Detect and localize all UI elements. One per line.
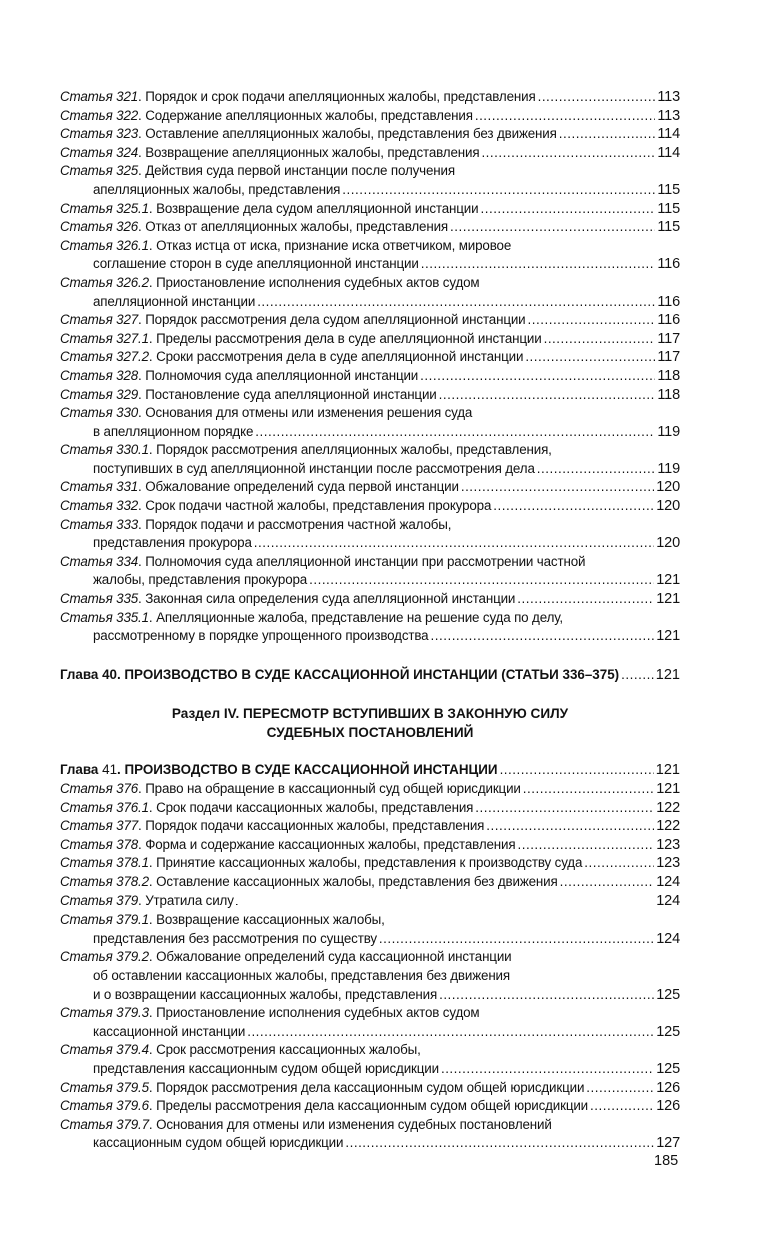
toc-entry — [60, 590, 680, 609]
article-title: апелляционной инстанции — [93, 293, 256, 309]
leader-dots — [481, 144, 655, 163]
article-number: Статья 378.1 — [60, 855, 149, 871]
article-number: Статья 378 — [60, 836, 139, 852]
leader-dots — [439, 386, 656, 405]
article-title: в апелляционном порядке — [93, 423, 254, 439]
article-title: Порядок рассмотрения дела судом апелляционной инстанции — [145, 312, 526, 328]
article-number: Статья 327 — [60, 312, 139, 328]
toc-entry-line: Статья 379 . Утратила силу . . . 124 — [60, 892, 680, 912]
leader-dots — [538, 88, 656, 107]
article-title: Форма и содержание кассационных жалобы, представления — [145, 836, 516, 852]
toc-entry-line: Статья 379.5 . Порядок рассмотрения дела кассационным судом общей юрисдикции . . . 126 — [60, 1079, 680, 1098]
leader-dots — [257, 293, 655, 312]
article-title: соглашение сторон в суде апелляционной инстанции — [93, 256, 419, 272]
article-number: Статья 334 — [60, 553, 139, 569]
toc-entry — [60, 553, 680, 590]
toc-entry — [60, 780, 680, 799]
toc-entry-line — [60, 255, 680, 274]
article-title: Полномочия суда апелляционной инстанции при рассмотрении частной — [145, 553, 586, 569]
toc-entry-line — [60, 1134, 680, 1153]
leader-dots — [584, 854, 654, 873]
page-ref: 124 — [656, 892, 680, 909]
article-title: представления прокурора — [93, 535, 252, 551]
toc-entry-line: Статья 379.6 . Пределы рассмотрения дела кассационным судом общей юрисдикции . . . 126 — [60, 1097, 680, 1116]
article-title: Право на обращение в кассационный суд общей юрисдикции — [145, 781, 521, 796]
article-title: Порядок рассмотрения дела кассационным судом общей юрисдикции — [156, 1079, 585, 1095]
page-ref: 117 — [657, 349, 680, 366]
article-number: Статья 377 — [60, 818, 139, 834]
article-number: Статья 376.1 — [60, 799, 149, 815]
leader-dots — [560, 873, 655, 892]
leader-dots — [544, 330, 656, 349]
toc-entry-line: Статья 324 . Возвращение апелляционных жалобы, представления . . . 114 — [60, 144, 680, 163]
leader-dots — [430, 627, 654, 646]
toc-entry-line — [60, 627, 680, 646]
chapter-41-number: 41 — [102, 762, 118, 778]
leader-dots — [493, 497, 654, 516]
toc-entry-line: Статья 321 . Порядок и срок подачи апелляционных жалобы, представления . . . 113 — [60, 88, 680, 107]
toc-entry — [60, 892, 680, 912]
toc-entry-line: Статья 335 . Законная сила определения суда апелляционной инстанции . . . 121 — [60, 590, 680, 609]
article-number: Статья 327.1 — [60, 330, 149, 346]
leader-dots — [379, 930, 654, 949]
article-number: Статья 330.1 — [60, 442, 149, 458]
page-ref: 126 — [656, 1098, 680, 1115]
article-title: Принятие кассационных жалобы, представления к производству суда — [156, 855, 583, 871]
page-ref: 119 — [657, 423, 680, 440]
toc-entry — [60, 799, 680, 818]
page-ref: 125 — [656, 986, 680, 1003]
toc-entry-line: Статья 327.2 . Сроки рассмотрения дела в суде апелляционной инстанции . . . 117 — [60, 348, 680, 367]
page-ref: 115 — [657, 219, 680, 236]
article-title: кассационной инстанции — [93, 1023, 246, 1039]
toc-entry — [60, 441, 680, 478]
leader-dots — [420, 367, 655, 386]
article-number: Статья 335 — [60, 591, 139, 607]
toc-entry — [60, 125, 680, 144]
article-number: Статья 378.2 — [60, 873, 149, 889]
leader-dots — [475, 107, 656, 126]
toc-entry-line: Статья 379.4 . Срок рассмотрения кассационных жалобы, — [60, 1041, 680, 1060]
page-number: 185 — [654, 1153, 679, 1169]
leader-dots — [486, 817, 654, 836]
article-title: Основания для отмены или изменения решения суда — [145, 405, 473, 421]
article-title: Возвращение кассационных жалобы, — [156, 912, 385, 928]
toc-entry-line: Статья 379.3 . Приостановление исполнения судебных актов судом — [60, 1004, 680, 1023]
leader-dots — [528, 311, 656, 330]
article-title: Отказ от апелляционных жалобы, представления — [145, 219, 449, 235]
page-ref: 115 — [657, 200, 680, 217]
leader-dots — [500, 761, 654, 780]
article-title: поступивших в суд апелляционной инстанции после рассмотрения дела — [93, 460, 535, 476]
article-title: Пределы рассмотрения дела в суде апелляционной инстанции — [156, 330, 542, 346]
toc-entry-line: Статья 334 . Полномочия суда апелляционной инстанции при рассмотрении частной — [60, 553, 680, 572]
toc-entry-line: Статья 378.2 . Оставление кассационных жалобы, представления без движения . . . 124 — [60, 873, 680, 892]
toc-entry-line: Статья 376 . Право на обращение в кассационный суд общей юрисдикции . . . 121 — [60, 780, 680, 799]
toc-entry-line: Статья 330.1 . Порядок рассмотрения апелляционных жалобы, представления, — [60, 441, 680, 460]
toc-entry-line: Статья 325.1 . Возвращение дела судом апелляционной инстанции . . . 115 — [60, 200, 680, 219]
toc-entry — [60, 854, 680, 873]
table-of-contents — [60, 88, 680, 1153]
article-number: Статья 329 — [60, 386, 139, 402]
leader-dots — [255, 423, 655, 442]
leader-dots — [525, 348, 655, 367]
article-title: Основания для отмены или изменения судебных постановлений — [156, 1116, 552, 1132]
leader-dots — [450, 218, 655, 237]
toc-entry-line — [60, 986, 680, 1005]
article-title: Обжалование определений суда кассационной инстанции — [156, 949, 512, 965]
page-ref: 122 — [656, 799, 680, 816]
page-ref: 116 — [657, 293, 680, 310]
toc-entry-line: Статья 329 . Постановление суда апелляционной инстанции . . . 118 — [60, 386, 680, 405]
toc-entry-line: Статья 377 . Порядок подачи кассационных жалобы, представления . . . 122 — [60, 817, 680, 836]
leader-dots — [475, 799, 654, 818]
page-ref: 125 — [656, 1060, 680, 1077]
page-ref: 118 — [657, 367, 680, 384]
toc-entry-line: Статья 378 . Форма и содержание кассационных жалобы, представления . . . 123 — [60, 836, 680, 855]
page-ref: 118 — [657, 386, 680, 403]
chapter-40-title: Глава 40. ПРОИЗВОДСТВО В СУДЕ КАССАЦИОННОЙ ИНСТАНЦИИ (СТАТЬИ 336–375) — [60, 666, 620, 682]
article-title: Возвращение апелляционных жалобы, представления — [145, 144, 480, 160]
article-title: Срок рассмотрения кассационных жалобы, — [156, 1042, 421, 1058]
article-number: Статья 379.4 — [60, 1042, 149, 1058]
toc-entry — [60, 1116, 680, 1153]
toc-entry — [60, 817, 680, 836]
toc-entry — [60, 218, 680, 237]
toc-entry — [60, 836, 680, 855]
article-number: Статья 324 — [60, 144, 139, 160]
page-ref: 121 — [656, 628, 680, 645]
page-ref: 116 — [657, 256, 680, 273]
article-number: Статья 325 — [60, 163, 139, 179]
article-title: Утратила силу — [145, 892, 234, 908]
toc-entry-line: Статья 326.2 . Приостановление исполнения судебных актов судом — [60, 274, 680, 293]
article-title: Порядок и срок подачи апелляционных жалобы, представления — [145, 89, 536, 104]
page-ref: 120 — [656, 535, 680, 552]
leader-dots — [236, 892, 654, 912]
article-number: Статья 327.2 — [60, 349, 149, 365]
leader-dots — [247, 1023, 654, 1042]
page-ref: 124 — [656, 873, 680, 890]
leader-dots — [480, 200, 655, 219]
leader-dots — [439, 986, 654, 1005]
page-ref: 113 — [657, 89, 680, 105]
leader-dots — [590, 1097, 654, 1116]
page-ref: 121 — [656, 572, 680, 589]
article-title: Порядок подачи кассационных жалобы, представления — [145, 818, 485, 834]
article-title: Приостановление исполнения судебных актов судом — [156, 1005, 480, 1021]
toc-entry-line: Статья 323 . Оставление апелляционных жалобы, представления без движения . . . 114 — [60, 125, 680, 144]
article-title: Апелляционные жалоба, представление на решение суда по делу, — [156, 609, 564, 625]
page-ref: 114 — [657, 144, 680, 161]
leader-dots — [517, 836, 654, 855]
toc-entry — [60, 386, 680, 405]
article-title: Действия суда первой инстанции после получения — [145, 163, 455, 179]
toc-entry — [60, 873, 680, 892]
page-ref: 115 — [657, 181, 680, 198]
section-4-heading — [60, 704, 680, 742]
toc-entry — [60, 609, 680, 646]
page-ref: 119 — [657, 460, 680, 477]
page-ref: 114 — [657, 126, 680, 143]
article-number: Статья 379 — [60, 892, 139, 908]
toc-entry-line — [60, 930, 680, 949]
toc-entry — [60, 497, 680, 516]
toc-entry-line — [60, 293, 680, 312]
toc-chapter-40 — [60, 666, 680, 685]
article-title: Сроки рассмотрения дела в суде апелляционной инстанции — [156, 349, 524, 365]
toc-entry-line: Статья 379.7 . Основания для отмены или изменения судебных постановлений — [60, 1116, 680, 1135]
leader-dots — [517, 590, 654, 609]
toc-entry-line: Статья 327 . Порядок рассмотрения дела судом апелляционной инстанции . . . 116 — [60, 311, 680, 330]
page-ref: 113 — [657, 107, 680, 124]
toc-entry-line — [60, 534, 680, 553]
toc-entry-line — [60, 460, 680, 479]
toc-entry-line — [60, 1060, 680, 1079]
article-title: Пределы рассмотрения дела кассационным судом общей юрисдикции — [156, 1098, 589, 1114]
toc-entry — [60, 1004, 680, 1041]
toc-entry — [60, 107, 680, 126]
article-number: Статья 322 — [60, 107, 139, 123]
leader-dots — [421, 255, 656, 274]
article-number: Статья 379.5 — [60, 1079, 149, 1095]
leader-dots — [441, 1060, 654, 1079]
article-title: рассмотренному в порядке упрощенного производства — [93, 628, 429, 644]
article-number: Статья 332 — [60, 498, 139, 514]
toc-entry-line: Статья 379.2 . Обжалование определений суда кассационной инстанции — [60, 948, 680, 967]
leader-dots — [537, 460, 656, 479]
toc-entry — [60, 200, 680, 219]
article-number: Статья 379.2 — [60, 949, 149, 965]
leader-dots — [523, 780, 655, 799]
page-ref: 117 — [657, 330, 680, 347]
toc-entry-line: Статья 330 . Основания для отмены или изменения решения суда — [60, 404, 680, 423]
chapter-41-title: . ПРОИЗВОДСТВО В СУДЕ КАССАЦИОННОЙ ИНСТАНЦИИ — [117, 762, 498, 778]
chapter-41-page: 121 — [655, 762, 680, 779]
page-ref: 122 — [656, 818, 680, 835]
toc-entry — [60, 274, 680, 311]
toc-entry-line: Статья 326 . Отказ от апелляционных жалобы, представления . . . 115 — [60, 218, 680, 237]
page-ref: 116 — [657, 312, 680, 329]
article-number: Статья 333 — [60, 516, 139, 532]
toc-entry — [60, 367, 680, 386]
leader-dots — [559, 125, 656, 144]
toc-entry-line: Статья 325 . Действия суда первой инстанции после получения — [60, 162, 680, 181]
article-title: представления без рассмотрения по существу — [93, 930, 377, 946]
leader-dots — [254, 534, 655, 553]
article-title: и о возвращении кассационных жалобы, представления — [93, 986, 438, 1002]
article-number: Статья 325.1 — [60, 200, 149, 216]
section-4-heading-line-2: СУДЕБНЫХ ПОСТАНОВЛЕНИЙ — [266, 725, 474, 741]
toc-entry-line: Статья 327.1 . Пределы рассмотрения дела в суде апелляционной инстанции . . . 117 — [60, 330, 680, 349]
toc-entry-line: Статья 378.1 . Принятие кассационных жалобы, представления к производству суда . . . 123 — [60, 854, 680, 873]
article-title: Полномочия суда апелляционной инстанции — [145, 367, 419, 383]
article-title: Постановление суда апелляционной инстанции — [145, 386, 437, 402]
article-number: Статья 379.3 — [60, 1005, 149, 1021]
article-title: Приостановление исполнения судебных актов судом — [156, 274, 480, 290]
toc-entry — [60, 516, 680, 553]
article-number: Статья 379.7 — [60, 1116, 149, 1132]
page-ref: 126 — [656, 1079, 680, 1096]
article-title: Законная сила определения суда апелляционной инстанции — [145, 591, 516, 607]
article-title: Оставление кассационных жалобы, представления без движения — [156, 873, 558, 889]
toc-entry-line — [60, 967, 680, 986]
toc-entry — [60, 88, 680, 107]
toc-entry-line — [60, 571, 680, 590]
chapter-40-page: 121 — [655, 666, 680, 683]
toc-entry-line: Статья 328 . Полномочия суда апелляционной инстанции . . . 118 — [60, 367, 680, 386]
article-number: Статья 379.6 — [60, 1098, 149, 1114]
article-number: Статья 376 — [60, 781, 139, 796]
toc-entry-line — [60, 1023, 680, 1042]
page-ref: 120 — [656, 479, 680, 496]
page-ref: 125 — [656, 1023, 680, 1040]
article-number: Статья 326.1 — [60, 237, 149, 253]
article-number: Статья 323 — [60, 126, 139, 142]
article-title: кассационным судом общей юрисдикции — [93, 1135, 344, 1151]
chapter-41-prefix: Глава — [60, 762, 99, 778]
leader-dots — [342, 181, 655, 200]
article-title: Порядок подачи и рассмотрения частной жалобы, — [145, 516, 452, 532]
toc-entry — [60, 162, 680, 199]
article-number: Статья 330 — [60, 405, 139, 421]
toc-entry — [60, 237, 680, 274]
article-number: Статья 328 — [60, 367, 139, 383]
toc-entry — [60, 330, 680, 349]
toc-entry-line: Статья 379.1 . Возвращение кассационных жалобы, — [60, 911, 680, 930]
toc-entry — [60, 348, 680, 367]
page-ref: 124 — [656, 930, 680, 947]
toc-entry-line: Статья 322 . Содержание апелляционных жалобы, представления . . . 113 — [60, 107, 680, 126]
page-ref: 121 — [656, 591, 680, 608]
toc-entry-line: Статья 376.1 . Срок подачи кассационных жалобы, представления . . . 122 — [60, 799, 680, 818]
leader-dots — [309, 571, 654, 590]
page-ref: 123 — [656, 855, 680, 872]
leader-dots — [586, 1079, 654, 1098]
page-ref: 123 — [656, 836, 680, 853]
toc-group-appeal — [60, 88, 680, 646]
article-title: апелляционных жалобы, представления — [93, 181, 341, 197]
toc-entry — [60, 1079, 680, 1098]
toc-entry — [60, 404, 680, 441]
toc-entry-line — [60, 181, 680, 200]
toc-entry — [60, 311, 680, 330]
article-title: представления кассационным судом общей юрисдикции — [93, 1060, 439, 1076]
article-title: Срок подачи частной жалобы, представления прокурора — [145, 498, 492, 514]
page-ref: 120 — [656, 498, 680, 515]
article-title: Отказ истца от иска, признание иска ответчиком, мировое — [156, 237, 512, 253]
article-number: Статья 379.1 — [60, 912, 149, 928]
toc-group-cassation — [60, 780, 680, 1153]
article-title: Обжалование определений суда первой инстанции — [145, 479, 459, 495]
article-title: Содержание апелляционных жалобы, представления — [145, 107, 473, 123]
section-4-heading-line-1: Раздел IV. ПЕРЕСМОТР ВСТУПИВШИХ В ЗАКОННУЮ СИЛУ — [171, 706, 569, 722]
toc-entry-line: Статья 335.1 . Апелляционные жалоба, представление на решение суда по делу, — [60, 609, 680, 628]
article-number: Статья 326.2 — [60, 274, 149, 290]
toc-entry-line — [60, 423, 680, 442]
article-number: Статья 326 — [60, 219, 139, 235]
toc-entry — [60, 144, 680, 163]
toc-entry-line: Статья 326.1 . Отказ истца от иска, признание иска ответчиком, мировое — [60, 237, 680, 256]
toc-entry — [60, 1097, 680, 1116]
article-number: Статья 335.1 — [60, 609, 149, 625]
toc-entry — [60, 478, 680, 497]
article-number: Статья 331 — [60, 479, 139, 495]
toc-entry-line: Статья 332 . Срок подачи частной жалобы, представления прокурора . . . 120 — [60, 497, 680, 516]
article-number: Статья 321 — [60, 89, 139, 104]
toc-entry-line: Статья 333 . Порядок подачи и рассмотрения частной жалобы, — [60, 516, 680, 535]
toc-entry-line: Статья 331 . Обжалование определений суда первой инстанции . . . 120 — [60, 478, 680, 497]
article-title: Срок подачи кассационных жалобы, представления — [156, 799, 474, 815]
leader-dots — [621, 666, 654, 685]
article-title: Оставление апелляционных жалобы, представления без движения — [145, 126, 557, 142]
toc-entry — [60, 1041, 680, 1078]
leader-dots — [345, 1134, 654, 1153]
toc-entry — [60, 948, 680, 1004]
article-title: об оставлении кассационных жалобы, представления без движения — [93, 967, 510, 983]
page-ref: 121 — [656, 781, 680, 797]
toc-chapter-41 — [60, 761, 680, 780]
article-title: жалобы, представления прокурора — [93, 572, 308, 588]
article-title: Порядок рассмотрения апелляционных жалобы, представления, — [156, 442, 552, 458]
leader-dots — [461, 478, 654, 497]
article-title: Возвращение дела судом апелляционной инстанции — [156, 200, 479, 216]
page-ref: 127 — [656, 1135, 680, 1152]
toc-entry — [60, 911, 680, 948]
